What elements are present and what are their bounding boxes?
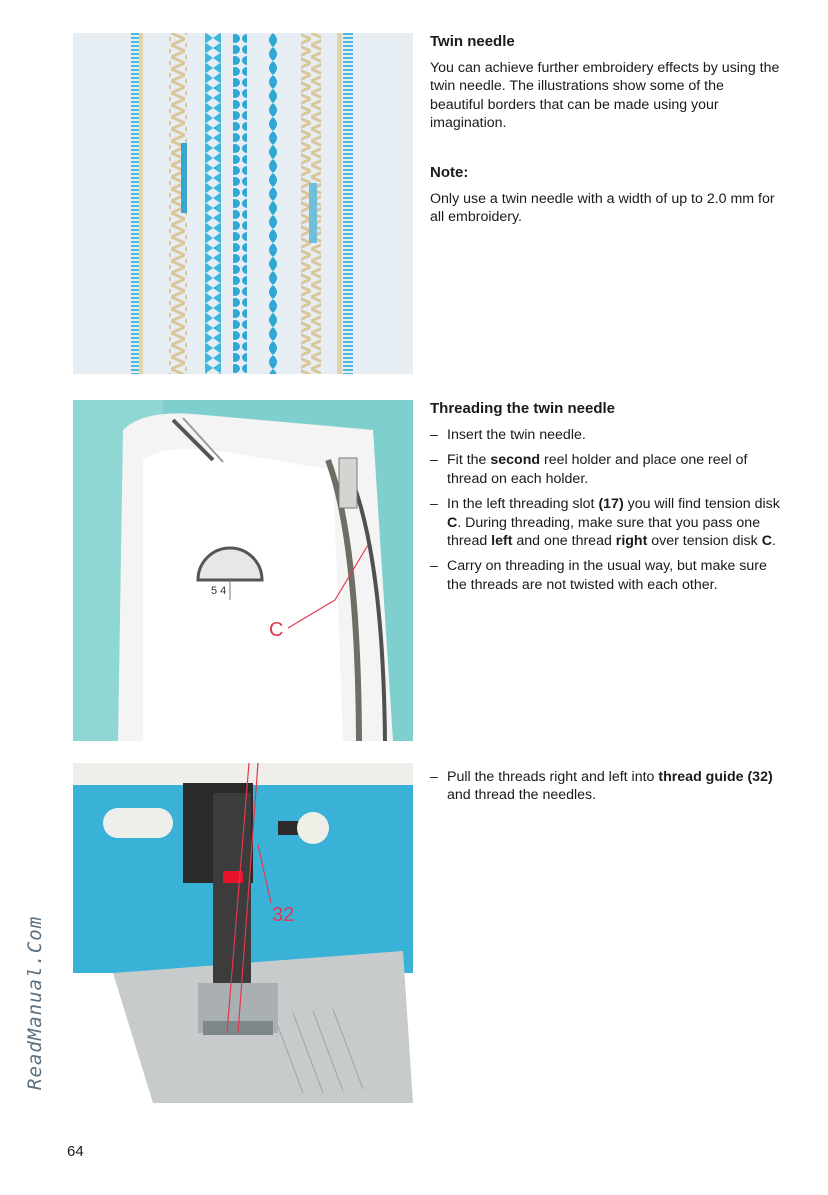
embroidery-borders-illustration	[73, 33, 413, 374]
twin-needle-section	[430, 32, 780, 133]
threading-step-3: – In the left threading slot (17) you will find tension disk C. During threading, make sure that you pass one thread left and one thread right over tension disk C.	[430, 496, 780, 550]
twin-needle-body: You can achieve further embroidery effects by using the twin needle. The illustrations show some of the beautiful borders that can be made using your imagination.	[430, 60, 780, 132]
dial-numbers: 5 4	[211, 585, 227, 597]
pull-steps	[430, 768, 780, 805]
step-dash: –	[430, 769, 438, 785]
label-c: C	[269, 619, 284, 641]
threading-heading: Threading the twin needle	[430, 400, 616, 417]
watermark: ReadManual.Com	[24, 915, 46, 1090]
embroidery-borders-photo	[73, 33, 413, 374]
tension-disk-photo	[73, 400, 413, 741]
pull-threads-section	[430, 768, 780, 812]
label-32: 32	[272, 904, 295, 926]
tension-disk-illustration	[73, 400, 413, 741]
pull-step: – Pull the threads right and left into thread guide (32) and thread the needles.	[430, 769, 773, 804]
note-section	[430, 163, 780, 227]
page-number: 64	[67, 1143, 84, 1160]
step-dash: –	[430, 496, 438, 513]
threading-step-1: – Insert the twin needle.	[430, 427, 586, 443]
note-heading: Note:	[430, 164, 469, 181]
threading-step-4: – Carry on threading in the usual way, but make sure the threads are not twisted with each other.	[430, 558, 767, 593]
thread-guide-photo	[73, 763, 413, 1103]
threading-section	[430, 399, 780, 601]
twin-needle-heading: Twin needle	[430, 33, 515, 50]
step-dash: –	[430, 452, 438, 469]
step-dash: –	[430, 427, 438, 443]
threading-steps	[430, 426, 780, 594]
step-dash: –	[430, 558, 438, 575]
threading-step-2: – Fit the second reel holder and place one reel of thread on each holder.	[430, 452, 748, 487]
thread-guide-illustration	[73, 763, 413, 1103]
note-body: Only use a twin needle with a width of up to 2.0 mm for all embroidery.	[430, 191, 775, 226]
